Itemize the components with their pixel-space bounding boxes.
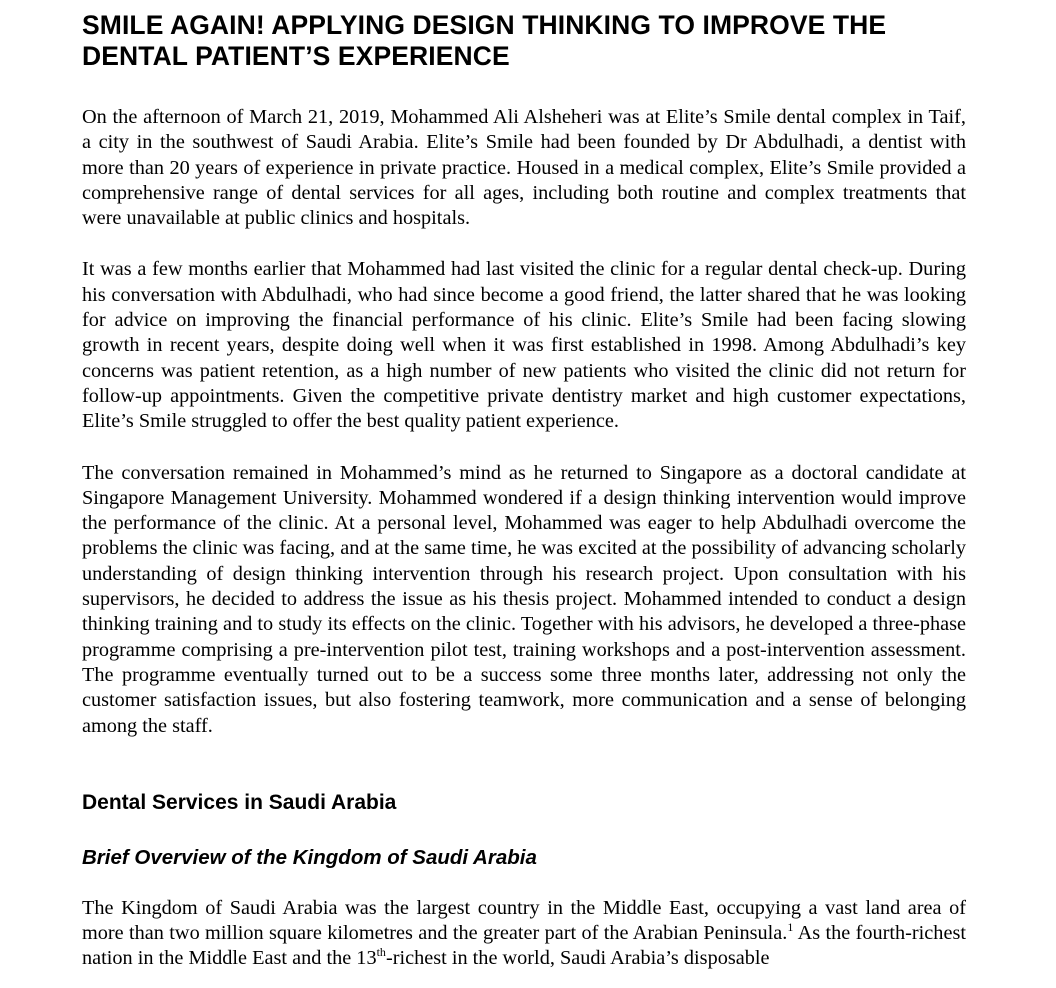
document-title: SMILE AGAIN! APPLYING DESIGN THINKING TO IMPROVE THE DENTAL PATIENT’S EXPERIENCE <box>82 10 887 71</box>
paragraph-4-part-1: The Kingdom of Saudi Arabia was the largest country in the Middle East, occupying a vast land area of more than two million square kilometres and the greater part of the Arabian Peninsula. <box>82 896 966 945</box>
subsection-heading: Brief Overview of the Kingdom of Saudi Arabia <box>82 845 537 869</box>
paragraph-2: It was a few months earlier that Mohammed had last visited the clinic for a regular dental check-up. During his conversation with Abdulhadi, who had since become a good friend, the latter shared that he was looking for advice on improving the financial performance of his clinic. Elite’s Smile had been facing slowing growth in recent years, despite doing well when it was first established in 1998. Among Abdulhadi’s key concerns was patient retention, as a high number of new patients who visited the clinic did not return for follow-up appointments. Given the competitive private dentistry market and high customer expectations, Elite’s Smile struggled to offer the best quality patient experience. <box>82 258 966 433</box>
paragraph-4 <box>82 896 966 972</box>
paragraph-1: On the afternoon of March 21, 2019, Mohammed Ali Alsheheri was at Elite’s Smile dental complex in Taif, a city in the southwest of Saudi Arabia. Elite’s Smile had been founded by Dr Abdulhadi, a dentist with more than 20 years of experience in private practice. Housed in a medical complex, Elite’s Smile provided a comprehensive range of dental services for all ages, including both routine and complex treatments that were unavailable at public clinics and hospitals. <box>82 106 966 230</box>
paragraph-3: The conversation remained in Mohammed’s mind as he returned to Singapore as a doctoral candidate at Singapore Management University. Mohammed wondered if a design thinking intervention would improve the performance of the clinic. At a personal level, Mohammed was eager to help Abdulhadi overcome the problems the clinic was facing, and at the same time, he was excited at the possibility of advancing scholarly understanding of design thinking intervention through his research project. Upon consultation with his supervisors, he decided to address the issue as his thesis project. Mohammed intended to conduct a design thinking training and to study its effects on the clinic. Together with his advisors, he developed a three-phase programme comprising a pre-intervention pilot test, training workshops and a post-intervention assessment. The programme eventually turned out to be a success some three months later, addressing not only the customer satisfaction issues, but also fostering teamwork, more communication and a sense of belonging among the staff. <box>82 461 966 737</box>
ordinal-suffix: th <box>376 945 386 960</box>
paragraph-4-part-3: -richest in the world, Saudi Arabia’s disposable <box>385 947 770 970</box>
section-heading: Dental Services in Saudi Arabia <box>82 790 397 814</box>
footnote-marker-1: 1 <box>787 920 794 935</box>
document-page <box>82 10 966 972</box>
paragraph-4-part-2: As the fourth-richest nation in the Middle East and the 13 <box>82 922 966 970</box>
